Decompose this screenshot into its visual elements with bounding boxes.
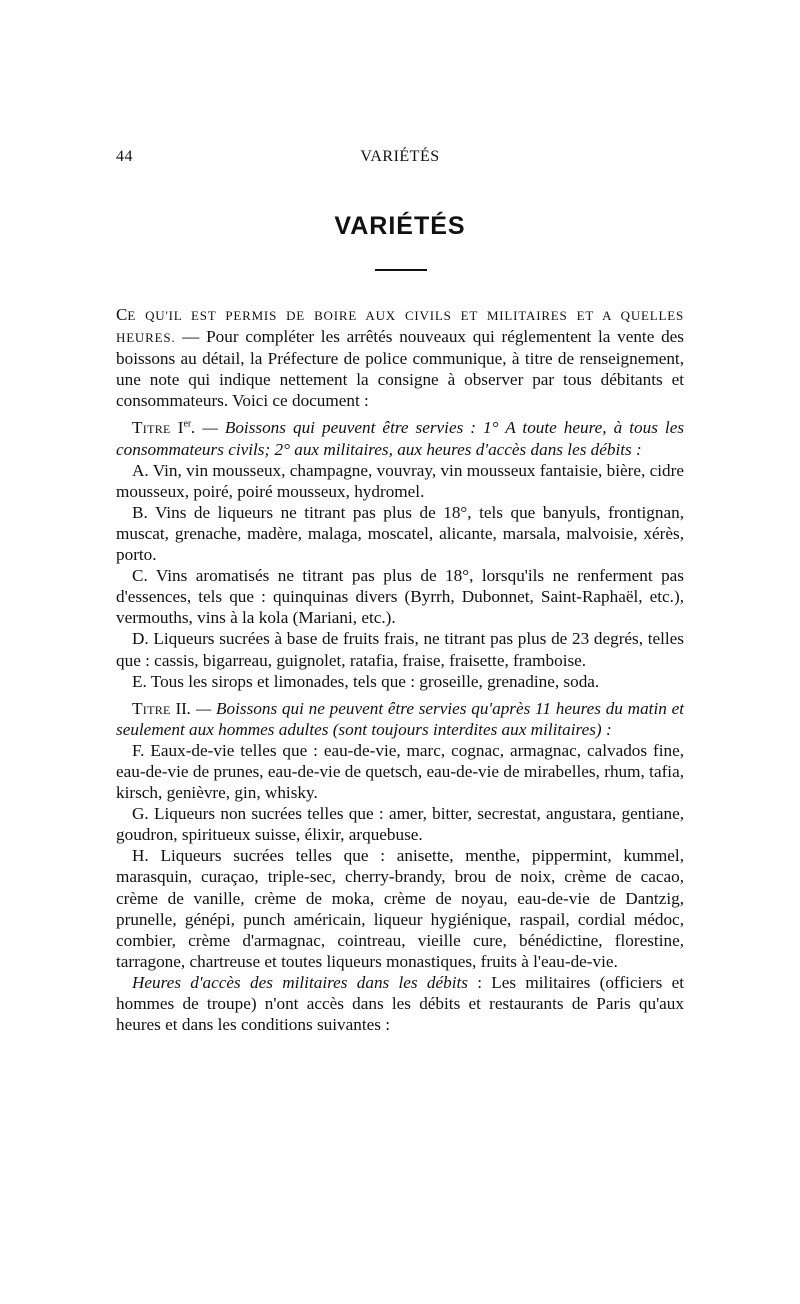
titre2-paragraph	[116, 698, 684, 740]
heures-text: : Les militaires (officiers et hommes de troupe) n'ont accès dans les débits et restaurants de Paris qu'aux heures et dans les conditions suivantes :	[116, 972, 684, 1035]
list-item: C. Vins aromatisés ne titrant pas plus de 18°, lorsqu'ils ne renferment pas d'essences, tels que : quinquinas divers (Byrrh, Dubonnet, Saint-Raphaël, etc.), vermouths, vins à la kola (Mariani, etc.).	[116, 566, 684, 628]
list-item: D. Liqueurs sucrées à base de fruits frais, ne titrant pas plus de 23 degrés, telles que : cassis, bigarreau, guignolet, ratafia, fraise, fraisette, framboise.	[116, 629, 684, 670]
titre2-numeral: II	[175, 698, 187, 718]
titre1-paragraph	[116, 417, 684, 459]
intro-paragraph	[116, 304, 684, 411]
titre2-text: . — Boissons qui ne peuvent être servies qu'après 11 heures du matin et seulement aux hommes adultes (sont toujours interdites aux militaires) :	[116, 698, 684, 739]
intro-lead-heading: E QU'IL EST PERMIS DE BOIRE AUX CIVILS ET MILITAIRES ET A QUELLES HEURES.	[116, 308, 684, 346]
titre1-text: . — Boissons qui peuvent être servies : 1° A toute heure, à tous les consommateurs civils; 2° aux militaires, aux heures d'accès dans les débits :	[116, 418, 685, 459]
list-item: A. Vin, vin mousseux, champagne, vouvray, vin mousseux fantaisie, bière, cidre mousseux, poiré, poiré mousseux, hydromel.	[116, 460, 684, 501]
heures-paragraph	[116, 972, 684, 1035]
running-head	[116, 148, 684, 170]
running-title: VARIÉTÉS	[360, 148, 440, 165]
titre1-numeral: I	[177, 418, 184, 438]
list-item: E. Tous les sirops et limonades, tels que : groseille, grenadine, soda.	[132, 671, 600, 691]
list-item: H. Liqueurs sucrées telles que : anisette, menthe, pippermint, kummel, marasquin, curaçao, triple-sec, cherry-brandy, brou de noix, crème de cacao, crème de vanille, crème de moka, crème de noyau, eau-de-vie de Dantzig, prunelle, génépi, punch américain, liqueur hygiénique, raspail, cordial médoc, combier, crème d'armagnac, cointreau, vieille cure, bénédictine, florestine, tarragone, chartreuse et toutes liqueurs monastiques, fruits à l'eau-de-vie.	[116, 846, 684, 971]
intro-text: — Pour compléter les arrêtés nouveaux qui réglementent la vente des boissons au détail, la Préfecture de police communique, à titre de renseignement, une note qui indique nettement la consigne à observer par tous débitants et consommateurs. Voici ce document :	[116, 327, 684, 411]
list-item: G. Liqueurs non sucrées telles que : amer, bitter, secrestat, angustara, gentiane, goudron, spiritueux suisse, élixir, arquebuse.	[116, 804, 684, 845]
section-title: VARIÉTÉS	[334, 212, 466, 240]
body-text	[116, 304, 684, 1035]
page-number: 44	[116, 148, 133, 165]
titre1-label: Titre	[132, 418, 171, 438]
heures-heading: Heures d'accès des militaires dans les débits	[132, 972, 468, 992]
list-item: F. Eaux-de-vie telles que : eau-de-vie, marc, cognac, armagnac, calvados fine, eau-de-vie de prunes, eau-de-vie de quetsch, eau-de-vie de mirabelles, rhum, tafia, kirsch, genièvre, gin, whisky.	[116, 740, 684, 803]
list-item: B. Vins de liqueurs ne titrant pas plus de 18°, tels que banyuls, frontignan, muscat, grenache, madère, malaga, moscatel, alicante, marsala, malvoisie, xérès, porto.	[116, 502, 684, 565]
titre1-numeral-sup: er	[183, 418, 192, 430]
titre2-label: Titre	[132, 698, 171, 718]
intro-lead-initial: C	[116, 305, 128, 324]
title-rule	[375, 269, 427, 271]
